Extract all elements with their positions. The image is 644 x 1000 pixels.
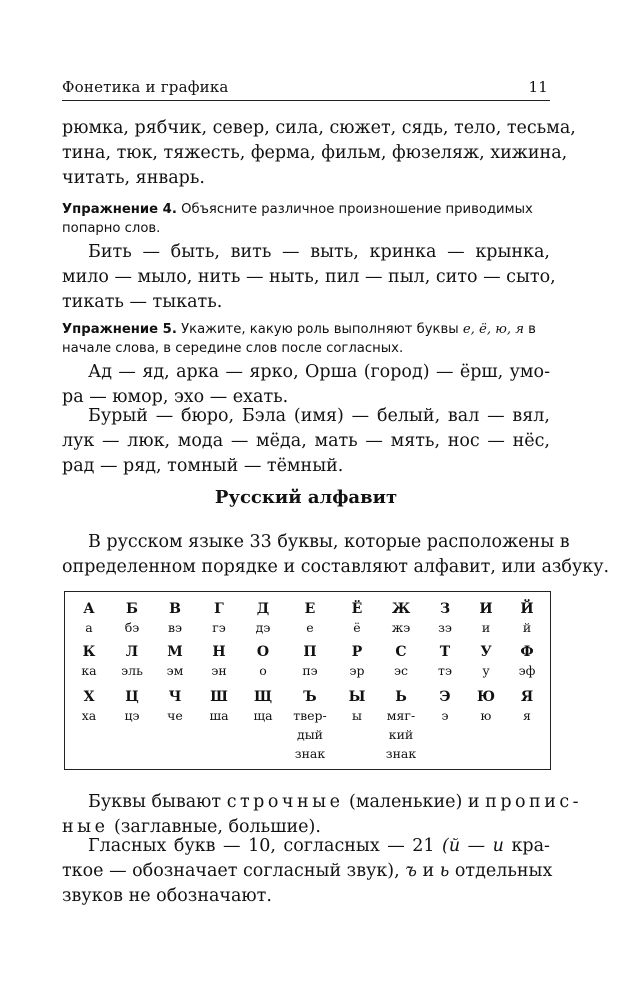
alphabet-cell <box>288 688 332 763</box>
alphabet-cell <box>197 600 241 637</box>
letter: Ю <box>476 689 496 705</box>
letter: О <box>256 644 270 660</box>
letter-name: жэ <box>391 620 411 635</box>
letter: Ц <box>125 689 139 705</box>
page-number: 11 <box>528 78 548 96</box>
alphabet-cell <box>505 688 549 725</box>
letter-name: эф <box>518 663 536 678</box>
exercise-text: в <box>528 322 536 337</box>
words-paragraph <box>62 116 576 191</box>
text-line: тикать — тыкать. <box>62 292 223 312</box>
alphabet-cell <box>241 600 285 637</box>
alphabet-cell <box>379 688 423 763</box>
italic-term: ь <box>439 861 450 881</box>
letter-name: кий <box>388 727 414 742</box>
alphabet-cell <box>423 643 467 680</box>
exercise-5-words-2 <box>62 404 550 479</box>
letter-name: е <box>306 620 314 635</box>
alphabet-cell <box>379 643 423 680</box>
text-line: ра — юмор, эхо — ехать. <box>62 387 289 407</box>
alphabet-cell <box>379 600 423 637</box>
letter: П <box>303 644 317 660</box>
letter-name: и <box>481 620 491 635</box>
text-line: Бурый — бюро, Бэла (имя) — белый, вал — вял, <box>88 406 550 426</box>
alphabet-cell <box>110 643 154 680</box>
text-fragment: и <box>422 861 435 881</box>
letter-name: зэ <box>438 620 452 635</box>
letter: Л <box>125 644 139 660</box>
alphabet-cell <box>241 688 285 725</box>
letter-name: твер- <box>293 708 327 723</box>
letter-name: у <box>482 663 490 678</box>
spaced-term: ные <box>62 817 109 837</box>
letter-name: ё <box>353 620 361 635</box>
text-line: определенном порядке и составляют алфавит, или азбуку. <box>62 557 610 577</box>
letter: Ы <box>348 689 366 705</box>
header-title: Фонетика и графика <box>62 78 229 96</box>
letter: Ч <box>168 689 182 705</box>
letter-name: ха <box>81 708 97 723</box>
text-line: Бить — быть, вить — выть, кринка — крынка, <box>88 242 550 262</box>
letter-name: ша <box>209 708 229 723</box>
letter-name: пэ <box>302 663 318 678</box>
letter: З <box>439 601 451 617</box>
text-fragment: Буквы бывают <box>88 792 222 812</box>
closing-paragraph-1 <box>62 790 583 840</box>
letter-name: эль <box>121 663 143 678</box>
letter-name: бэ <box>124 620 140 635</box>
text-fragment: отдельных <box>454 861 553 881</box>
alphabet-cell <box>423 600 467 637</box>
alphabet-cell <box>335 643 379 680</box>
alphabet-cell <box>110 600 154 637</box>
letter: Р <box>351 644 363 660</box>
exercise-5-task <box>62 320 552 358</box>
exercise-letters: е, ё, ю, я <box>462 322 524 337</box>
text-fragment: (заглавные, большие). <box>114 817 321 837</box>
exercise-4-words <box>62 240 556 315</box>
alphabet-cell <box>241 643 285 680</box>
alphabet-cell <box>423 688 467 725</box>
letter: Э <box>439 689 451 705</box>
letter-name: знак <box>385 746 417 761</box>
text-line: В русском языке 33 буквы, которые расположены в <box>88 532 570 552</box>
letter-name: я <box>523 708 531 723</box>
text-line <box>62 834 550 859</box>
alphabet-cell <box>197 688 241 725</box>
spaced-term: пропис- <box>485 792 583 812</box>
text-line <box>62 790 583 815</box>
letter: Й <box>520 601 534 617</box>
text-fragment: ткое — обозначает согласный звук), <box>62 861 400 881</box>
alphabet-cell <box>67 643 111 680</box>
letter: Е <box>304 601 316 617</box>
alphabet-cell <box>464 643 508 680</box>
letter: Н <box>212 644 226 660</box>
alphabet-cell <box>288 600 332 637</box>
letter: Щ <box>253 689 273 705</box>
alphabet-cell <box>67 688 111 725</box>
letter-name: й <box>522 620 532 635</box>
letter: Ё <box>351 601 363 617</box>
letter: Ш <box>210 689 228 705</box>
text-fragment: Гласных букв — 10, согласных — 21 <box>88 836 435 856</box>
alphabet-cell <box>505 600 549 637</box>
letter: М <box>167 644 183 660</box>
text-line: рад — ряд, томный — тёмный. <box>62 456 344 476</box>
text-line: лук — люк, мода — мёда, мать — мять, нос — нёс, <box>62 431 550 451</box>
alphabet-cell <box>288 643 332 680</box>
exercise-4-task <box>62 200 552 238</box>
alphabet-cell <box>153 600 197 637</box>
text-line <box>62 859 553 884</box>
italic-term: (й — и <box>442 836 504 856</box>
letter-name: вэ <box>167 620 183 635</box>
closing-paragraph-2 <box>62 834 553 909</box>
alphabet-table <box>64 591 551 770</box>
letter-name: эн <box>211 663 227 678</box>
letter: К <box>82 644 96 660</box>
alphabet-cell <box>110 688 154 725</box>
text-fragment: (маленькие) и <box>349 792 480 812</box>
letter-name: э <box>441 708 449 723</box>
alphabet-cell <box>153 643 197 680</box>
letter-name: дый <box>297 727 323 742</box>
exercise-label: Упражнение 5. <box>62 322 177 337</box>
letter: Г <box>214 601 224 617</box>
exercise-5-words-1 <box>62 360 550 410</box>
letter-name: че <box>167 708 183 723</box>
letter: Д <box>256 601 270 617</box>
letter: Я <box>520 689 534 705</box>
letter: Ж <box>391 601 411 617</box>
letter: А <box>83 601 95 617</box>
letter: Т <box>439 644 451 660</box>
letter-name: ка <box>81 663 97 678</box>
alphabet-cell <box>464 688 508 725</box>
letter-name: цэ <box>124 708 140 723</box>
alphabet-intro <box>62 530 610 580</box>
letter-name: гэ <box>212 620 226 635</box>
text-line: Ад — яд, арка — ярко, Орша (город) — ёрш, умо- <box>88 362 550 382</box>
alphabet-cell <box>197 643 241 680</box>
running-header <box>62 76 550 101</box>
exercise-label: Упражнение 4. <box>62 202 177 217</box>
letter: Б <box>126 601 138 617</box>
alphabet-cell <box>505 643 549 680</box>
letter: Ф <box>520 644 534 660</box>
exercise-text: попарно слов. <box>62 221 161 236</box>
letter-name: о <box>259 663 267 678</box>
section-title: Русский алфавит <box>214 487 398 508</box>
letter-name: ы <box>352 708 362 723</box>
letter-name: а <box>85 620 93 635</box>
letter-name: знак <box>294 746 326 761</box>
text-line: тина, тюк, тяжесть, ферма, фильм, фюзеляж, хижина, <box>62 143 568 163</box>
italic-term: ъ <box>405 861 417 881</box>
alphabet-cell <box>153 688 197 725</box>
text-line: читать, январь. <box>62 168 205 188</box>
letter-name: эс <box>393 663 408 678</box>
exercise-text: Объясните различное произношение приводимых <box>181 202 533 217</box>
alphabet-cell <box>335 600 379 637</box>
spaced-term: строчные <box>226 792 344 812</box>
letter-name: дэ <box>255 620 271 635</box>
letter: И <box>479 601 493 617</box>
letter: С <box>395 644 407 660</box>
letter-name: ща <box>253 708 273 723</box>
letter: В <box>169 601 181 617</box>
text-fragment: кра- <box>511 836 550 856</box>
text-line: звуков не обозначают. <box>62 886 272 906</box>
letter-name: ю <box>480 708 492 723</box>
letter: Ь <box>395 689 407 705</box>
alphabet-cell <box>464 600 508 637</box>
letter-name: эр <box>349 663 365 678</box>
exercise-text: Укажите, какую роль выполняют буквы <box>181 322 459 337</box>
letter: Ъ <box>303 689 317 705</box>
text-line: рюмка, рябчик, север, сила, сюжет, сядь, тело, тесьма, <box>62 118 576 138</box>
text-line: мило — мыло, нить — ныть, пил — пыл, сито — сыто, <box>62 267 556 287</box>
letter: У <box>480 644 492 660</box>
alphabet-cell <box>67 600 111 637</box>
letter-name: мяг- <box>386 708 416 723</box>
exercise-text: начале слова, в середине слов после согласных. <box>62 341 404 356</box>
letter-name: тэ <box>438 663 452 678</box>
alphabet-cell <box>335 688 379 725</box>
letter: Х <box>83 689 95 705</box>
letter-name: эм <box>166 663 184 678</box>
